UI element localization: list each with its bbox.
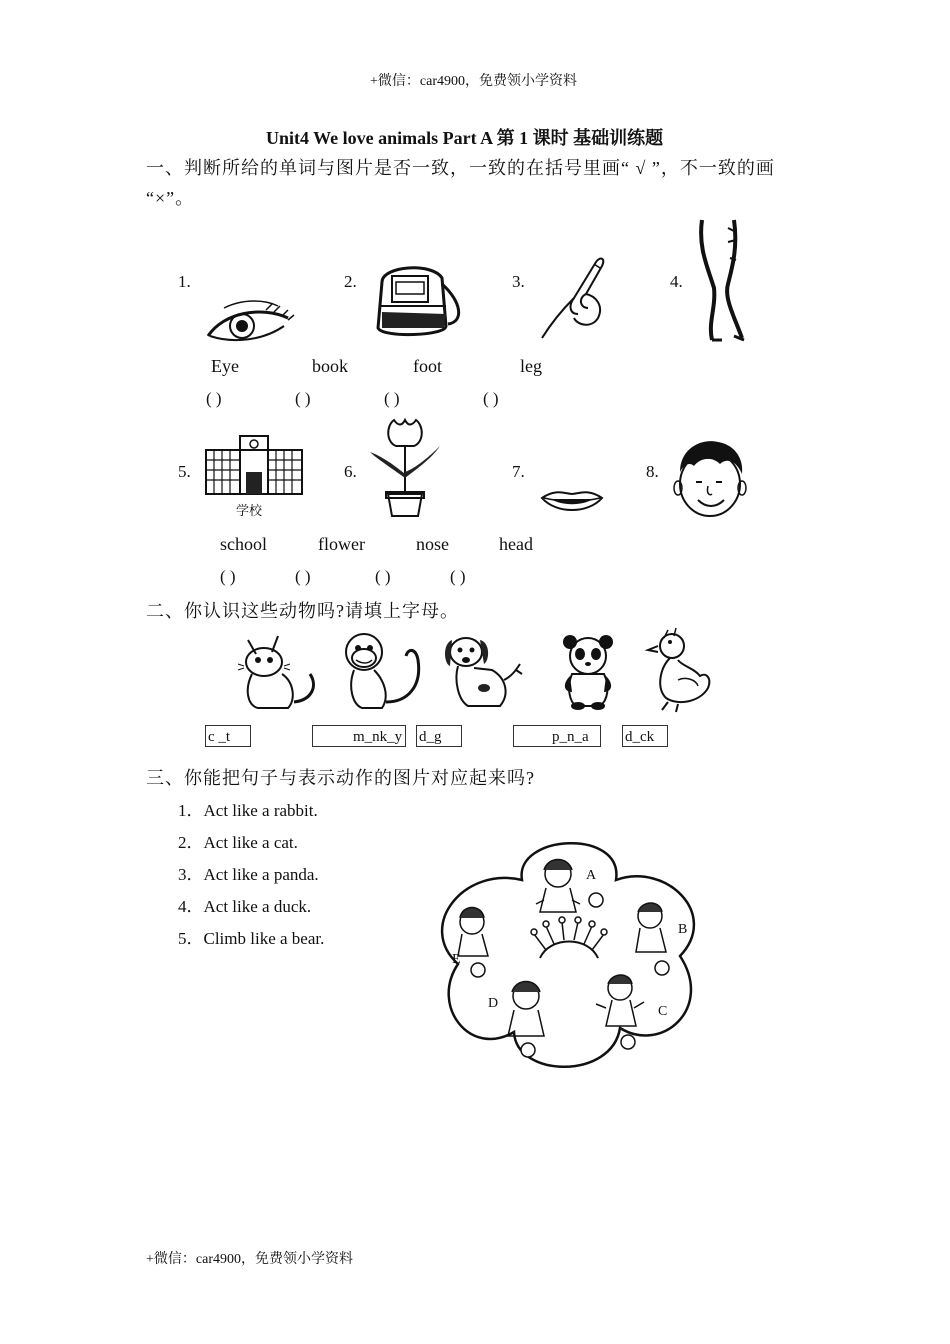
word-flower: flower — [318, 534, 365, 554]
sentence-3: 3．Act like a panda. — [178, 865, 319, 884]
hand-illustration — [538, 254, 610, 342]
backpack-illustration — [372, 262, 464, 342]
cat-illustration — [238, 630, 322, 712]
dog-illustration — [440, 630, 526, 712]
blank-duck[interactable]: d_ck — [622, 725, 668, 747]
matching-flower-figure — [430, 840, 708, 1072]
word-leg: leg — [520, 356, 542, 376]
sentence-2: 2．Act like a cat. — [178, 833, 298, 852]
lips-illustration — [540, 486, 604, 516]
item-number-5: 5. — [178, 462, 191, 481]
monkey-illustration — [338, 630, 424, 712]
word-nose: nose — [416, 534, 449, 554]
answer-paren-5[interactable]: ( ) — [220, 567, 236, 586]
word-school: school — [220, 534, 267, 554]
flower-illustration — [368, 416, 442, 520]
answer-paren-3[interactable]: ( ) — [384, 389, 400, 408]
eye-illustration — [204, 298, 296, 346]
option-label-a: A — [586, 868, 597, 883]
section1-instruction-line1: 一、判断所给的单词与图片是否一致，一致的在括号里画“ √ ”，不一致的画 — [146, 158, 775, 178]
option-label-c: C — [658, 1004, 668, 1019]
school-label: 学校 — [236, 504, 263, 519]
answer-paren-4[interactable]: ( ) — [483, 389, 499, 408]
item-number-8: 8. — [646, 462, 659, 481]
item-number-6: 6. — [344, 462, 357, 481]
answer-paren-2[interactable]: ( ) — [295, 389, 311, 408]
word-head: head — [499, 534, 533, 554]
answer-paren-6[interactable]: ( ) — [295, 567, 311, 586]
page-title: Unit4 We love animals Part A 第 1 课时 基础训练题 — [266, 128, 664, 148]
sentence-4: 4．Act like a duck. — [178, 897, 312, 916]
blank-dog[interactable]: d_g — [416, 725, 462, 747]
answer-paren-7[interactable]: ( ) — [375, 567, 391, 586]
head-illustration — [672, 438, 748, 518]
panda-illustration — [560, 634, 616, 710]
item-number-1: 1. — [178, 272, 191, 291]
duck-illustration — [648, 628, 714, 712]
item-number-2: 2. — [344, 272, 357, 291]
blank-panda[interactable]: p_n_a — [513, 725, 601, 747]
blank-monkey[interactable]: m_nk_y — [312, 725, 406, 747]
item-number-3: 3. — [512, 272, 525, 291]
section3-instruction: 三、你能把句子与表示动作的图片对应起来吗? — [146, 768, 535, 788]
word-foot: foot — [413, 356, 442, 376]
item-number-4: 4. — [670, 272, 683, 291]
option-label-b: B — [678, 922, 688, 937]
answer-paren-8[interactable]: ( ) — [450, 567, 466, 586]
section2-instruction: 二、你认识这些动物吗?请填上字母。 — [146, 601, 459, 621]
option-label-d: D — [488, 996, 499, 1011]
watermark-bottom: +微信：car4900，免费领小学资料 — [146, 1252, 353, 1267]
answer-paren-1[interactable]: ( ) — [206, 389, 222, 408]
blank-cat[interactable]: c _t — [205, 725, 251, 747]
leg-illustration — [694, 218, 750, 344]
item-number-7: 7. — [512, 462, 525, 481]
section1-instruction-line2: “×”。 — [146, 188, 195, 208]
word-eye: Eye — [211, 356, 239, 376]
watermark-top: +微信：car4900，免费领小学资料 — [370, 74, 577, 89]
sentence-1: 1．Act like a rabbit. — [178, 801, 318, 820]
word-book: book — [312, 356, 348, 376]
sentence-5: 5．Climb like a bear. — [178, 929, 325, 948]
school-illustration — [204, 432, 304, 498]
option-label-e: E — [452, 952, 461, 967]
